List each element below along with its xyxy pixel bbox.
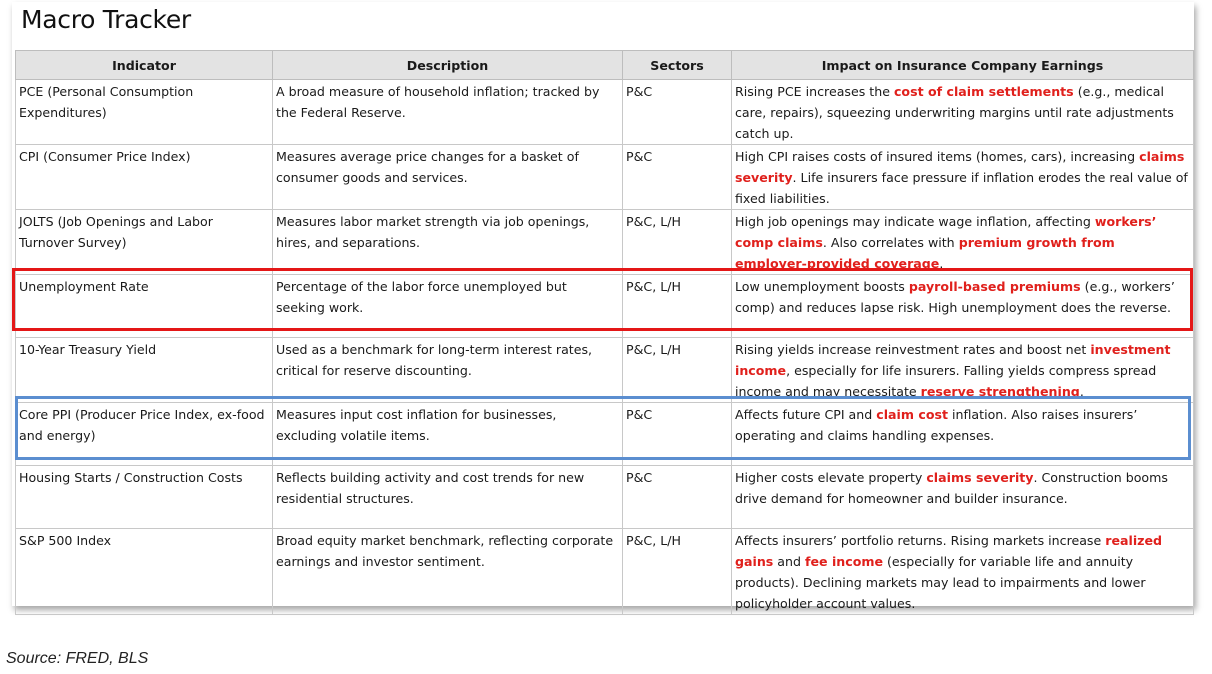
column-header-sectors: Sectors (623, 51, 732, 80)
impact-text: and (773, 554, 805, 569)
impact-text: Affects future CPI and (735, 407, 877, 422)
impact-cell (732, 275, 1194, 338)
highlighted-phrase: workers’ comp claims (735, 214, 1157, 250)
description-cell: Measures input cost inflation for businesses, excluding volatile items. (273, 403, 623, 466)
indicator-cell: JOLTS (Job Openings and Labor Turnover Survey) (16, 210, 273, 275)
impact-text: (e.g., workers’ comp) and reduces lapse risk. High unemployment does the reverse. (735, 279, 1175, 315)
impact-cell (732, 210, 1194, 275)
impact-cell (732, 403, 1194, 466)
impact-text: , especially for life insurers. Falling yields compress spread income and may necessitate (735, 363, 1157, 399)
highlighted-phrase: fee income (805, 554, 884, 569)
highlighted-phrase: claims severity (926, 470, 1034, 485)
highlighted-phrase: realized gains (735, 533, 1163, 569)
description-cell: Used as a benchmark for long-term interest rates, critical for reserve discounting. (273, 338, 623, 403)
sectors-cell: P&C, L/H (623, 338, 732, 403)
table-row (16, 210, 1194, 275)
indicator-cell: Core PPI (Producer Price Index, ex-food and energy) (16, 403, 273, 466)
macro-tracker-table (15, 50, 1194, 615)
indicator-cell: CPI (Consumer Price Index) (16, 145, 273, 210)
impact-cell (732, 145, 1194, 210)
impact-text: Rising PCE increases the (735, 84, 894, 99)
sectors-cell: P&C (623, 466, 732, 529)
table-row (16, 145, 1194, 210)
description-cell: Reflects building activity and cost trends for new residential structures. (273, 466, 623, 529)
page-title: Macro Tracker (21, 5, 191, 34)
impact-text: . (939, 256, 944, 271)
description-cell: Measures average price changes for a basket of consumer goods and services. (273, 145, 623, 210)
impact-text: High job openings may indicate wage inflation, affecting (735, 214, 1095, 229)
impact-text: . Life insurers face pressure if inflation erodes the real value of fixed liabilities. (735, 170, 1188, 206)
highlighted-phrase: claim cost (876, 407, 949, 422)
description-cell: A broad measure of household inflation; tracked by the Federal Reserve. (273, 80, 623, 145)
highlighted-phrase: payroll-based premiums (908, 279, 1081, 294)
column-header-impact: Impact on Insurance Company Earnings (732, 51, 1194, 80)
highlighted-phrase: investment income (735, 342, 1171, 378)
description-cell: Percentage of the labor force unemployed but seeking work. (273, 275, 623, 338)
impact-text: (e.g., medical care, repairs), squeezing underwriting margins until rate adjustments catch up. (735, 84, 1174, 141)
impact-text: Low unemployment boosts (735, 279, 909, 294)
table-row (16, 80, 1194, 145)
impact-text: inflation. Also raises insurers’ operating and claims handling expenses. (735, 407, 1138, 443)
description-cell: Measures labor market strength via job openings, hires, and separations. (273, 210, 623, 275)
sectors-cell: P&C (623, 80, 732, 145)
indicator-cell: S&P 500 Index (16, 529, 273, 615)
impact-text: . Construction booms drive demand for homeowner and builder insurance. (735, 470, 1168, 506)
column-header-description: Description (273, 51, 623, 80)
indicator-cell: PCE (Personal Consumption Expenditures) (16, 80, 273, 145)
impact-text: Affects insurers’ portfolio returns. Rising markets increase (735, 533, 1106, 548)
impact-text: High CPI raises costs of insured items (homes, cars), increasing (735, 149, 1140, 164)
sectors-cell: P&C (623, 403, 732, 466)
indicator-cell: Housing Starts / Construction Costs (16, 466, 273, 529)
highlighted-phrase: cost of claim settlements (893, 84, 1074, 99)
impact-cell (732, 466, 1194, 529)
impact-cell (732, 529, 1194, 615)
table-row (16, 338, 1194, 403)
sectors-cell: P&C, L/H (623, 529, 732, 615)
impact-text: . (1079, 384, 1084, 399)
sectors-cell: P&C (623, 145, 732, 210)
table-row (16, 529, 1194, 615)
source-note: Source: FRED, BLS (6, 650, 149, 667)
column-header-indicator: Indicator (16, 51, 273, 80)
sectors-cell: P&C, L/H (623, 275, 732, 338)
description-cell: Broad equity market benchmark, reflecting corporate earnings and investor sentiment. (273, 529, 623, 615)
impact-cell (732, 80, 1194, 145)
indicator-cell: Unemployment Rate (16, 275, 273, 338)
impact-text: . Also correlates with (822, 235, 959, 250)
table-row (16, 466, 1194, 529)
impact-text: Rising yields increase reinvestment rates and boost net (735, 342, 1091, 357)
impact-text: Higher costs elevate property (735, 470, 927, 485)
highlighted-phrase: reserve strengthening (920, 384, 1080, 399)
impact-cell (732, 338, 1194, 403)
table-row (16, 275, 1194, 338)
sectors-cell: P&C, L/H (623, 210, 732, 275)
indicator-cell: 10-Year Treasury Yield (16, 338, 273, 403)
highlighted-phrase: claims severity (735, 149, 1185, 185)
table-header-row (16, 51, 1194, 80)
impact-text: (especially for variable life and annuity products). Declining markets may lead to impairments and lower policyholder account values. (735, 554, 1146, 611)
highlighted-phrase: premium growth from employer-provided coverage (735, 235, 1115, 271)
table-row (16, 403, 1194, 466)
macro-tracker-card (12, 2, 1194, 611)
